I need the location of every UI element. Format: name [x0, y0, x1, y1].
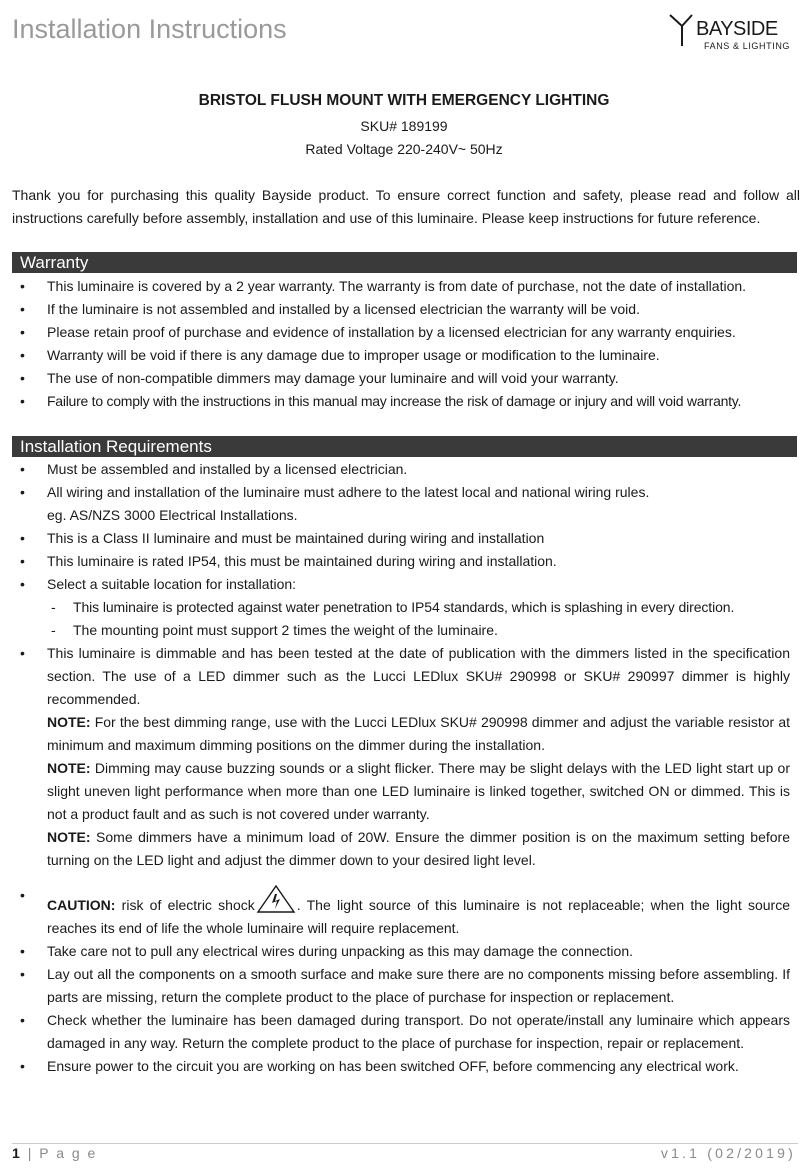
caution-label: CAUTION: — [47, 897, 116, 913]
rated-voltage: Rated Voltage 220-240V~ 50Hz — [305, 141, 503, 157]
list-item — [12, 963, 790, 1009]
list-item-text: This luminaire is covered by a 2 year warranty. The warranty is from date of purchase, not the date of installation. — [47, 278, 747, 294]
list-item — [12, 458, 790, 481]
bayside-logo — [666, 12, 792, 54]
list-item — [12, 275, 790, 298]
note-3 — [47, 826, 790, 872]
note-1 — [47, 711, 790, 757]
list-item — [12, 884, 790, 940]
list-item-text: Take care not to pull any electrical wires during unpacking as this may damage the connection. — [47, 943, 633, 959]
list-item — [12, 1055, 790, 1078]
list-item-subtext: eg. AS/NZS 3000 Electrical Installations. — [47, 507, 298, 523]
note-text: For the best dimming range, use with the Lucci LEDlux SKU# 290998 dimmer and adjust the variable resistor at minimum and maximum dimming positions on the dimmer during the installation. — [47, 714, 790, 753]
warranty-heading: Warranty — [12, 252, 797, 273]
list-item — [12, 527, 790, 550]
list-item — [12, 321, 790, 344]
note-label: NOTE: — [47, 829, 91, 845]
list-item-text: Please retain proof of purchase and evidence of installation by a licensed electrician for any warranty enquiries. — [47, 324, 736, 340]
logo-wordmark: BAYSIDE — [696, 18, 778, 40]
list-item — [12, 390, 790, 413]
note-2 — [47, 757, 790, 826]
list-item-text: This luminaire is rated IP54, this must be maintained during wiring and installation. — [47, 553, 557, 569]
note-text: Dimming may cause buzzing sounds or a slight flicker. There may be slight delays with the LED light start up or slight uneven light performance when more than one LED luminaire is linked together, switched ON or dimmed. This is not a product fault and as such is not covered under warranty. — [47, 760, 790, 822]
list-item-text: Ensure power to the circuit you are working on has been switched OFF, before commencing any electrical work. — [47, 1058, 739, 1074]
list-item-text: • All wiring and installation of the luminaire must adhere to the latest local and national wiring rules. — [47, 484, 650, 500]
list-item-text: • Select a suitable location for installation: — [47, 576, 297, 592]
electric-shock-warning-icon — [256, 884, 296, 914]
page-number: 1 — [12, 1145, 22, 1161]
list-item — [12, 344, 790, 367]
sublist-item-text: The mounting point must support 2 times the weight of the luminaire. — [73, 622, 498, 638]
caution-text-continued: . The light source of this luminaire is not replaceable; when the light source reaches its end of life the whole luminaire will require replacement. — [47, 897, 790, 936]
dimmer-paragraph: • This luminaire is dimmable and has been tested at the date of publication with the dimmers listed in the specification section. The use of a LED dimmer such as the Lucci LEDlux SKU# 290998 or SKU# 290997 dimmer is highly recommended. — [47, 645, 790, 707]
location-sublist — [47, 596, 790, 642]
list-item-text: The use of non-compatible dimmers may damage your luminaire and will void your warranty. — [47, 370, 619, 386]
sublist-item — [47, 619, 790, 642]
page-indicator — [12, 1145, 97, 1161]
list-item — [12, 642, 790, 872]
list-item-text: Lay out all the components on a smooth surface and make sure there are no components missing before assembling. If parts are missing, return the complete product to the place of purchase for inspection or replacement. — [47, 966, 790, 1005]
list-item-text: This is a Class II luminaire and must be maintained during wiring and installation — [47, 530, 545, 546]
list-item-text: Warranty will be void if there is any damage due to improper usage or modification to the luminaire. — [47, 347, 660, 363]
list-item — [12, 1009, 790, 1055]
note-label: NOTE: — [47, 714, 91, 730]
product-title: BRISTOL FLUSH MOUNT WITH EMERGENCY LIGHTING — [198, 92, 610, 109]
page-header-title: Installation Instructions — [12, 14, 287, 44]
list-item — [12, 940, 790, 963]
footer-divider — [12, 1143, 798, 1144]
caution-text: risk of electric shock — [121, 897, 255, 913]
document-version: v1.1 (02/2019) — [660, 1145, 796, 1161]
list-item — [12, 481, 790, 527]
sublist-item — [47, 596, 790, 619]
list-item-text: Check whether the luminaire has been damaged during transport. Do not operate/install any luminaire which appears damaged in any way. Return the complete product to the place of purchase for inspection, repair or replacement. — [47, 1012, 790, 1051]
note-label: NOTE: — [47, 760, 91, 776]
page-label: | P a g e — [27, 1145, 98, 1161]
note-text: Some dimmers have a minimum load of 20W. Ensure the dimmer position is on the maximum setting before turning on the LED light and adjust the dimmer down to your desired light level. — [47, 829, 790, 868]
installation-requirements-heading: Installation Requirements — [12, 436, 797, 457]
logo-tagline: FANS & LIGHTING — [704, 41, 791, 51]
product-sku: SKU# 189199 — [360, 118, 448, 134]
list-item-text: If the luminaire is not assembled and installed by a licensed electrician the warranty will be void. — [47, 301, 640, 317]
list-item — [12, 573, 790, 642]
list-item — [12, 550, 790, 573]
intro-paragraph: Thank you for purchasing this quality Bayside product. To ensure correct function and safety, please read and follow all instructions carefully before assembly, installation and use of this luminaire. Please keep instructions for future reference. — [12, 187, 800, 226]
requirements-list — [12, 458, 790, 1078]
list-item — [12, 367, 790, 390]
list-item-text: Must be assembled and installed by a licensed electrician. — [47, 461, 408, 477]
sublist-item-text: This luminaire is protected against water penetration to IP54 standards, which is splashing in every direction. — [73, 599, 735, 615]
list-item — [12, 298, 790, 321]
list-item-text: Failure to comply with the instructions in this manual may increase the risk of damage or injury and will void warranty. — [47, 393, 742, 409]
warranty-list — [12, 275, 790, 413]
